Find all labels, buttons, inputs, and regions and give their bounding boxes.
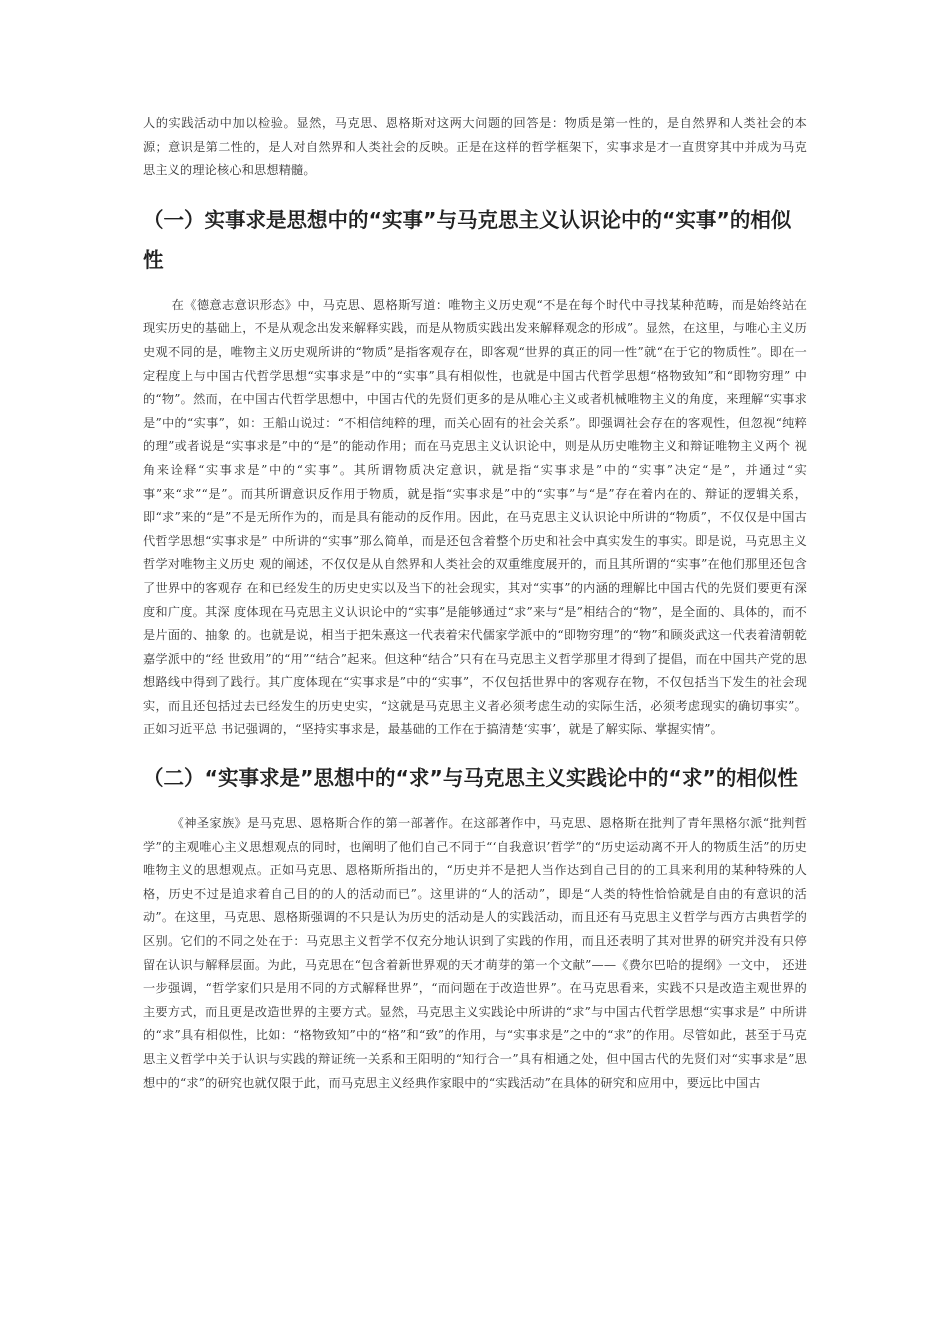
section-2-paragraph: 《神圣家族》是马克思、恩格斯合作的第一部著作。在这部著作中，马克思、恩格斯在批判了青年黑格尔派“批判哲学”的主观唯心主义思想观点的同时，也阐明了他们自己不同于“‘自我意识’哲学”的“历史运动离不开人的物质生活”的历史唯物主义的思想观点。正如马克思、恩格斯所指出的，“历史并不是把人当作达到自己目的的工具来利用的某种特殊的人格，历史不过是追求着自己目的的人的活动而已”。这里讲的“人的活动”，即是“人类的特性恰恰就是自由的有意识的活动”。在这里，马克思、恩格斯强调的不只是认为历史的活动是人的实践活动，而且还有马克思主义哲学与西方古典哲学的区别。它们的不同之处在于：马克思主义哲学不仅充分地认识到了实践的作用，而且还表明了其对世界的研究并没有只停留在认识与解释层面。为此，马克思在“包含着新世界观的天才萌芽的第一个文献”——《费尔巴哈的提纲》一文中， 还进一步强调，“哲学家们只是用不同的方式解释世界”，“而问题在于改造世界”。在马克思看来，实践不只是改造主观世界的主要方式，而且更是改造世界的主要方式。显然，马克思主义实践论中所讲的“求”与中国古代哲学思想“实事求是” 中所讲的“求”具有相似性，比如：“格物致知”中的“格”和“致”的作用，与“实事求是”之中的“求”的作用。尽管如此，甚至于马克思主义哲学中关于认识与实践的辩证统一关系和王阳明的“知行合一”具有相通之处，但中国古代的先贤们对“实事求是”思想中的“求”的研究也就仅限于此，而马克思主义经典作家眼中的“实践活动”在具体的研究和应用中，要远比中国古: [143, 816, 807, 1090]
section-2-heading: （二）“实事求是”思想中的“求”与马克思主义实践论中的“求”的相似性: [143, 766, 798, 791]
intro-paragraph: 人的实践活动中加以检验。显然，马克思、恩格斯对这两大问题的回答是：物质是第一性的，是自然界和人类社会的本 源；意识是第二性的，是人对自然界和人类社会的反映。正是在这样的哲学框架下，实事求是才一直贯穿其中并成为马克思主义的理论核心和思想精髓。: [143, 116, 807, 178]
section-1-paragraph: 在《德意志意识形态》中，马克思、恩格斯写道：唯物主义历史观“不是在每个时代中寻找某种范畴，而是始终站在现实历史的基础上，不是从观念出发来解释实践，而是从物质实践出发来解释观念的形成”。显然，在这里，与唯心主义历史观不同的是，唯物主义历史观所讲的“物质”是指客观存在，即客观“世界的真正的同一性”就“在于它的物质性”。即在一定程度上与中国古代哲学思想“实事求是”中的“实事”具有相似性，也就是中国古代哲学思想“格物致知”和“即物穷理” 中的“物”。然而，在中国古代哲学思想中，中国古代的先贤们更多的是从唯心主义或者机械唯物主义的角度，来理解“实事求是”中的“实事”，如：王船山说过：“不相信纯粹的理，而关心固有的社会关系”。即强调社会存在的客观性，但忽视“纯粹的理”或者说是“实事求是”中的“是”的能动作用；而在马克思主义认识论中，则是从历史唯物主义和辩证唯物主义两个 视角来诠释“实事求是”中的“实事”。其所谓物质决定意识，就是指“实事求是”中的“实事”决定“是”，并通过“实事”来“求”“是”。而其所谓意识反作用于物质，就是指“实事求是”中的“实事”与“是”存在着内在的、辩证的逻辑关系，即“求”来的“是”不是无所作为的，而是具有能动的反作用。因此，在马克思主义认识论中所讲的“物质”，不仅仅是中国古代哲学思想“实事求是” 中所讲的“实事”那么简单，而是还包含着整个历史和社会中真实发生的事实。即是说，马克思主义哲学对唯物主义历史 观的阐述，不仅仅是从自然界和人类社会的双重维度展开的，而且其所谓的“实事”在他们那里还包含了世界中的客观存 在和已经发生的历史史实以及当下的社会现实，其对“实事”的内涵的理解比中国古代的先贤们要更有深度和广度。其深 度体现在马克思主义认识论中的“实事”是能够通过“求”来与“是”相结合的“物”，是全面的、具体的，而不是片面的、抽象 的。也就是说，相当于把朱熹这一代表着宋代儒家学派中的“即物穷理”的“物”和顾炎武这一代表着清朝乾嘉学派中的“经 世致用”的“用”“结合”起来。但这种“结合”只有在马克思主义哲学那里才得到了提倡，而在中国共产党的思想路线中得到了践行。其广度体现在“实事求是”中的“实事”，不仅包括世界中的客观存在物，不仅包括当下发生的社会现实，而且还包括过去已经发生的历史史实，“这就是马克思主义者必须考虑生动的实际生活，必须考虑现实的确切事实”。正如习近平总 书记强调的，“坚持实事求是，最基础的工作在于搞清楚‘实事’，就是了解实际、掌握实情”。: [143, 297, 807, 737]
section-1-heading: （一）实事求是思想中的“实事”与马克思主义认识论中的“实事”的相似性: [143, 207, 792, 272]
